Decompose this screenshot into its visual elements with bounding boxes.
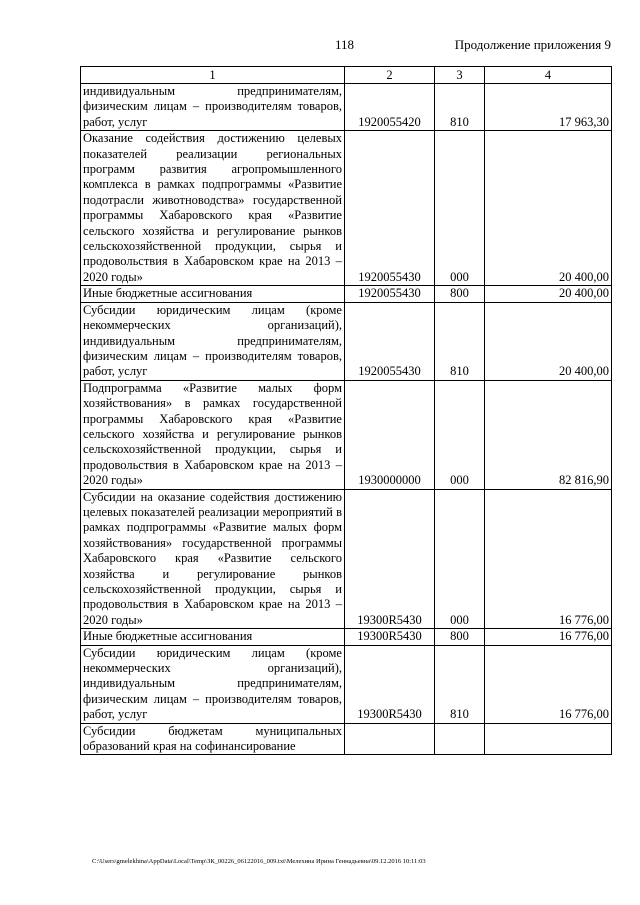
table-row xyxy=(81,286,612,302)
table-row xyxy=(81,84,612,131)
row-expense-type: 810 xyxy=(435,645,485,723)
row-expense-type: 000 xyxy=(435,131,485,286)
row-amount: 20 400,00 xyxy=(485,286,612,302)
row-amount: 16 776,00 xyxy=(485,629,612,645)
row-target-code: 19300R5430 xyxy=(345,629,435,645)
row-description: Иные бюджетные ассигнования xyxy=(81,286,345,302)
column-header: 3 xyxy=(435,67,485,84)
row-description: Подпрограмма «Развитие малых форм хозяйствования» в рамках государственной программы Хабаровского края «Развитие сельского хозяйства и регулирование рынков сельскохозяйственной продукции, сырья и продовольствия в Хабаровском крае на 2013 – 2020 годы» xyxy=(81,380,345,489)
row-amount: 20 400,00 xyxy=(485,302,612,380)
table-row xyxy=(81,380,612,489)
row-description: Субсидии бюджетам муниципальных образований края на софинансирование xyxy=(81,723,345,755)
row-amount: 20 400,00 xyxy=(485,131,612,286)
table-row xyxy=(81,131,612,286)
row-expense-type: 000 xyxy=(435,489,485,629)
page-header xyxy=(80,36,611,54)
row-target-code xyxy=(345,723,435,755)
row-target-code: 1920055430 xyxy=(345,286,435,302)
row-expense-type: 810 xyxy=(435,302,485,380)
column-header: 2 xyxy=(345,67,435,84)
row-target-code: 19300R5430 xyxy=(345,645,435,723)
row-description: Субсидии на оказание содействия достижению целевых показателей реализации мероприятий в рамках подпрограммы «Развитие малых форм хозяйствования» государственной программы Хабаровского края «Развитие сельского хозяйства и регулирование рынков сельскохозяйственной продукции, сырья и продовольствия в Хабаровском крае на 2013 – 2020 годы» xyxy=(81,489,345,629)
table-row xyxy=(81,629,612,645)
appendix-continuation-label: Продолжение приложения 9 xyxy=(454,37,611,52)
row-amount: 82 816,90 xyxy=(485,380,612,489)
column-header: 1 xyxy=(81,67,345,84)
row-expense-type: 000 xyxy=(435,380,485,489)
row-description: Иные бюджетные ассигнования xyxy=(81,629,345,645)
row-target-code: 1930000000 xyxy=(345,380,435,489)
table-header-row xyxy=(81,67,612,84)
row-expense-type: 800 xyxy=(435,629,485,645)
table-row xyxy=(81,489,612,629)
row-amount: 16 776,00 xyxy=(485,645,612,723)
row-target-code: 19300R5430 xyxy=(345,489,435,629)
row-description: Субсидии юридическим лицам (кроме некоммерческих организаций), индивидуальным предпринимателям, физическим лицам – производителям товаров, работ, услуг xyxy=(81,645,345,723)
row-description: Субсидии юридическим лицам (кроме некоммерческих организаций), индивидуальным предпринимателям, физическим лицам – производителям товаров, работ, услуг xyxy=(81,302,345,380)
row-expense-type: 810 xyxy=(435,84,485,131)
table-row xyxy=(81,723,612,755)
row-description: Оказание содействия достижению целевых показателей реализации региональных программ развития агропромышленного комплекса в рамках подпрограммы «Развитие подотрасли животноводства» государственной программы Хабаровского края «Развитие сельского хозяйства и регулирование рынков сельскохозяйственной продукции, сырья и продовольствия в Хабаровском крае на 2013 – 2020 годы» xyxy=(81,131,345,286)
document-footer-path: C:\Users\gmelekhina\AppData\Local\Temp\ЗК_00226_06122016_009.txt\Мелехина Ирина Геннадьевна\09.12.2016 10:11:03 xyxy=(92,858,426,865)
row-target-code: 1920055420 xyxy=(345,84,435,131)
table-row xyxy=(81,302,612,380)
row-amount: 16 776,00 xyxy=(485,489,612,629)
row-amount xyxy=(485,723,612,755)
table-row xyxy=(81,645,612,723)
row-expense-type: 800 xyxy=(435,286,485,302)
column-header: 4 xyxy=(485,67,612,84)
row-target-code: 1920055430 xyxy=(345,302,435,380)
page-number: 118 xyxy=(335,37,355,52)
row-amount: 17 963,30 xyxy=(485,84,612,131)
row-target-code: 1920055430 xyxy=(345,131,435,286)
budget-table xyxy=(80,66,612,755)
row-description: индивидуальным предпринимателям, физическим лицам – производителям товаров, работ, услуг xyxy=(81,84,345,131)
row-expense-type xyxy=(435,723,485,755)
